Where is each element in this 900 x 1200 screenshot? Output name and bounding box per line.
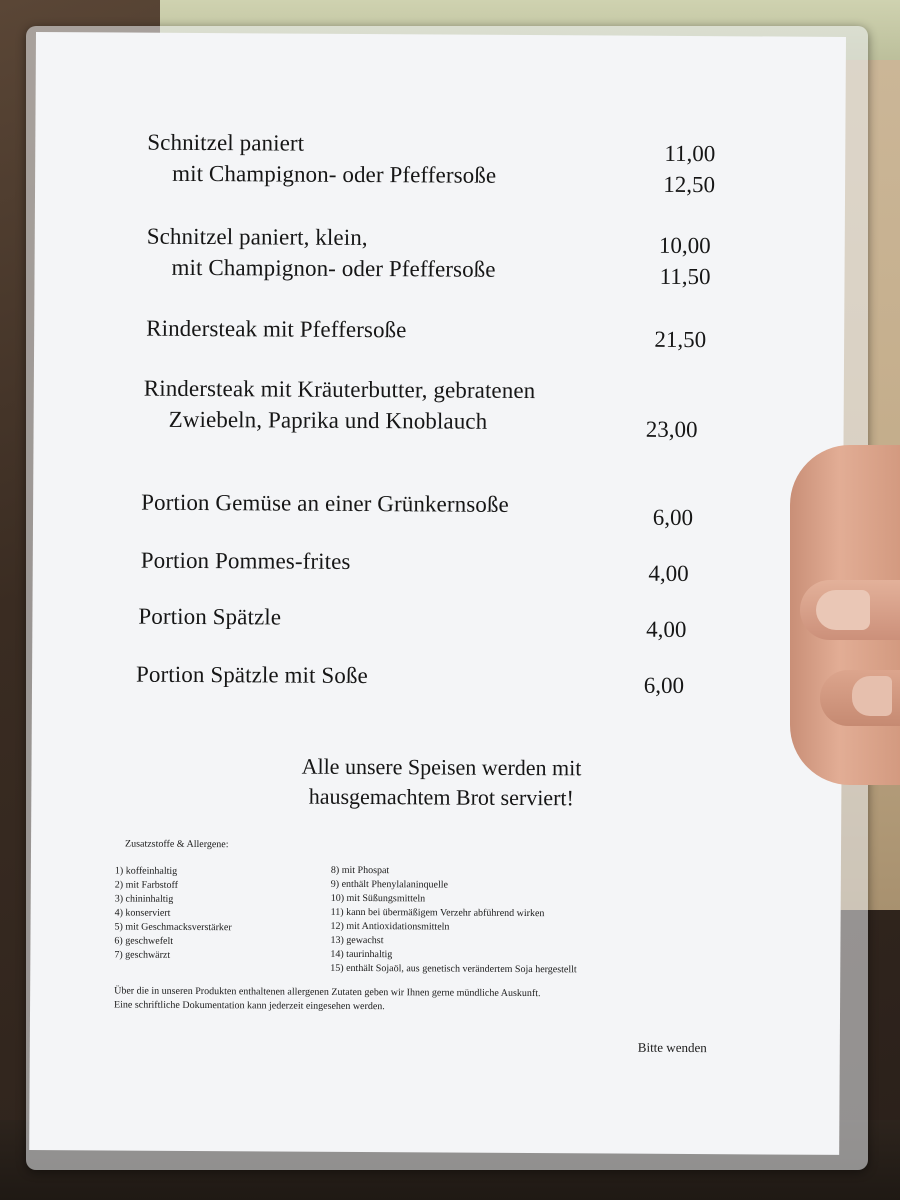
price-value: 4,00 — [648, 560, 689, 586]
price-value: 6,00 — [652, 504, 694, 531]
menu-page — [29, 32, 846, 1155]
item-name: Schnitzel paniert — [147, 129, 305, 156]
item-variant: Zwiebeln, Paprika und Knoblauch — [168, 406, 488, 434]
allergen-title: Zusatzstoffe & Allergene: — [125, 838, 229, 851]
item-variant: mit Champignon- oder Pfeffersoße — [172, 160, 497, 188]
allergen-info-note — [114, 984, 734, 1016]
note-line: Eine schriftliche Dokumentation kann jederzeit eingesehen werden. — [114, 999, 385, 1013]
allergen-list-left — [114, 864, 232, 963]
menu-item-schnitzel — [147, 127, 496, 191]
fingernail — [816, 590, 870, 630]
price-value: 11,50 — [659, 263, 711, 290]
fingernail — [852, 676, 892, 716]
allergen-item: 4) konserviert — [114, 907, 171, 919]
item-name: Portion Pommes-frites — [140, 547, 351, 574]
price-rindersteak-kraeuter — [607, 413, 697, 445]
allergen-item: 2) mit Farbstoff — [114, 879, 178, 891]
price-value: 21,50 — [654, 326, 707, 353]
menu-item-schnitzel-klein — [146, 221, 495, 285]
allergen-item: 7) geschwärzt — [114, 949, 171, 961]
item-name: Portion Spätzle — [138, 603, 282, 630]
menu-item-spaetzle-sosse — [136, 659, 368, 691]
allergen-list-right — [330, 864, 577, 978]
allergen-item: 11) kann bei übermäßigem Verzehr abführend wirken — [330, 906, 545, 920]
price-value: 10,00 — [658, 232, 711, 259]
bread-note-line: Alle unsere Speisen werden mit — [301, 753, 582, 781]
allergen-item: 14) taurinhaltig — [330, 948, 393, 961]
price-spaetzle-sosse — [594, 669, 684, 701]
menu-item-spaetzle — [138, 601, 281, 633]
allergen-item: 15) enthält Sojaöl, aus genetisch verändertem Soja hergestellt — [330, 962, 577, 976]
bread-note-line: hausgemachtem Brot serviert! — [308, 783, 574, 811]
item-name: Rindersteak mit Kräuterbutter, gebratenen — [143, 375, 536, 404]
allergen-item: 6) geschwefelt — [114, 935, 174, 947]
menu-item-rindersteak-kraeuter — [144, 373, 536, 437]
price-value: 11,00 — [664, 140, 716, 167]
price-pommes — [599, 557, 689, 589]
menu-item-rindersteak-pfeffer — [146, 313, 407, 346]
price-gemuese — [603, 501, 693, 533]
item-variant: mit Champignon- oder Pfeffersoße — [171, 254, 496, 282]
allergen-item: 1) koffeinhaltig — [114, 865, 178, 877]
price-rindersteak-pfeffer — [616, 324, 706, 356]
turn-page-note: Bitte wenden — [637, 1039, 707, 1056]
price-value: 4,00 — [646, 616, 687, 642]
allergen-item: 10) mit Süßungsmitteln — [330, 892, 426, 905]
price-schnitzel-klein — [620, 230, 710, 293]
price-value: 23,00 — [645, 416, 698, 443]
menu-item-pommes — [141, 545, 351, 577]
item-name: Portion Gemüse an einer Grünkernsoße — [141, 489, 509, 517]
price-schnitzel — [625, 138, 715, 201]
allergen-item: 12) mit Antioxidationsmitteln — [330, 920, 450, 933]
menu-item-gemuese — [141, 487, 509, 520]
allergen-item: 5) mit Geschmacksverstärker — [114, 921, 232, 934]
allergen-item: 9) enthält Phenylalaninquelle — [330, 878, 449, 891]
price-value: 12,50 — [663, 171, 716, 198]
item-name: Schnitzel paniert, klein, — [146, 223, 368, 251]
bread-note — [231, 751, 651, 814]
item-name: Rindersteak mit Pfeffersoße — [146, 315, 407, 343]
allergen-item: 3) chininhaltig — [114, 893, 174, 905]
item-name: Portion Spätzle mit Soße — [136, 661, 368, 689]
allergen-item: 8) mit Phospat — [330, 864, 390, 877]
note-line: Über die in unseren Produkten enthaltenen allergenen Zutaten geben wir Ihnen gerne mündliche Auskunft. — [114, 985, 541, 1000]
allergen-item: 13) gewachst — [330, 934, 384, 947]
price-spaetzle — [596, 613, 686, 645]
price-value: 6,00 — [643, 672, 685, 698]
